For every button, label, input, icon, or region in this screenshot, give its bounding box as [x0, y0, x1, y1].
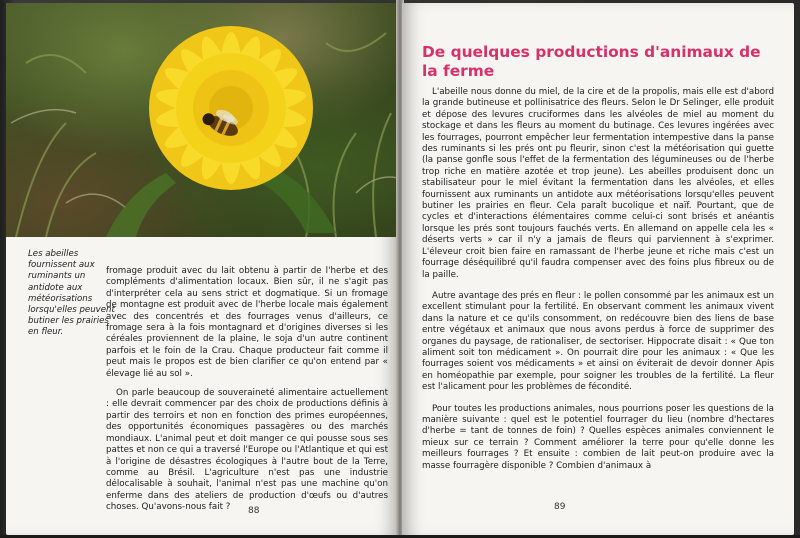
left-page: [6, 3, 398, 535]
chapter-title: De quelques productions d'animaux de la ferme: [422, 43, 761, 80]
dandelion-bee-photo: [6, 3, 398, 237]
page-number-right: 89: [554, 502, 566, 512]
page-number-left: 88: [248, 506, 260, 516]
photo-illustration: [6, 3, 398, 237]
left-body-text: [106, 266, 388, 522]
right-page: [402, 3, 794, 535]
right-paragraph-3: Pour toutes les productions animales, nous pourrions poser les questions de la manière suivante : quel est le potentiel fourrager du lieu (nombre d'hectares d'herbe = tant de tonnes de foin) ? Quelles espèces animales conviennent le mieux sur ce terrain ? Comment améliorer la terre pour qu'elle donne les meilleurs fourrages ? Et ensuite : combien de lait peut-on produire avec la masse fourragère disponible ? Combien d'animaux à: [422, 403, 774, 471]
photo-caption: Les abeilles fournissent aux ruminants un antidote aux météorisations lorsqu'elles peuvent butiner les prairies en fleur.: [28, 249, 115, 338]
right-paragraph-1: L'abeille nous donne du miel, de la cire et de la propolis, mais elle est d'abord la grande butineuse et pollinisatrice des fleurs. Selon le Dr Selinger, elle produit et dépose des levures cruciformes dans les alvéoles de miel au moment du stockage et dans les fleurs au moment du butinage. Ces levures ingérées avec les fourrages, pourront empêcher leur fermentation intempestive dans la panse des ruminants si les prés ont pu fleurir, sinon c'est la météorisation qui guette (la panse gonfle sous l'effet de la fermentation des légumineuses ou de l'herbe trop riche en matière azotée et trop jeune). Les abeilles produisent donc un stabilisateur pour le miel évitant la fermentation dans les alvéoles, et elles fournissent aux ruminants un antidote aux météorisations lorsqu'elles peuvent butiner les prairies en fleur. Cela paraît bucolique et naïf. Pourtant, que de cycles et d'interactions élémentaires comme celui-ci sont brisés et anéantis lorsque les prés sont toujours fauchés verts. En allemand on appelle cela les « déserts verts » car il n'y a jamais de fleurs qui parviennent à s'exprimer. L'éleveur croit bien faire en ramassant de l'herbe jeune et riche mais c'est un fourrage déséquilibré qu'il faudra compenser avec des foins plus fibreux ou de la paille.: [422, 87, 774, 280]
right-body-text: [422, 87, 774, 482]
right-paragraph-2: Autre avantage des prés en fleur : le pollen consommé par les animaux est un excellent stimulant pour la fertilité. En observant comment les animaux vivent dans la nature et ce qu'ils consomment, on redécouvre bien des liens de base entre végétaux et animaux que nous avons perdus à force de supprimer des organes du paysage, de rationaliser, de sectoriser. Hippocrate disait : « Que ton aliment soit ton médicament ». On pourrait dire pour les animaux : « Que les fourrages soient vos médicaments » et ainsi on éviterait de devoir donner Apis en homéopathie par exemple, pour soigner les troubles de la fertilité. La fleur est l'alicament pour les problèmes de fécondité.: [422, 290, 774, 393]
left-paragraph-2: On parle beaucoup de souveraineté alimentaire actuellement : elle devrait commencer par des choix de productions définis à partir des terroirs et non en fonction des primes européennes, des opportunités économiques passagères ou des marchés mondiaux. L'animal peut et doit manger ce qui pousse sous ses pattes et non ce qui a traversé l'Europe ou l'Atlantique et qui est à l'origine de désastres écologiques à l'autre bout de la Terre, comme au Brésil. L'agriculture n'est pas une industrie délocalisable à souhait, l'animal n'est pas une machine qu'on enferme dans des ateliers de production d'œufs ou d'autres choses. Qu'avons-nous fait ?: [106, 388, 388, 513]
left-paragraph-1: fromage produit avec du lait obtenu à partir de l'herbe et des compléments d'alimentation locaux. Bien sûr, il ne s'agit pas d'interpréter cela au sens strict et dogmatique. Si un fromage de montagne est produit avec de l'herbe locale mais également avec des concentrés et des fourrages venus d'ailleurs, ce fromage sera à la fois montagnard et d'origines diverses si les céréales proviennent de la plaine, le soja d'un autre continent parfois et le foin de la Crau. Chaque producteur fait comme il peut mais le propos est de bien clarifier ce qu'on entend par « élevage lié au sol ».: [106, 266, 388, 379]
